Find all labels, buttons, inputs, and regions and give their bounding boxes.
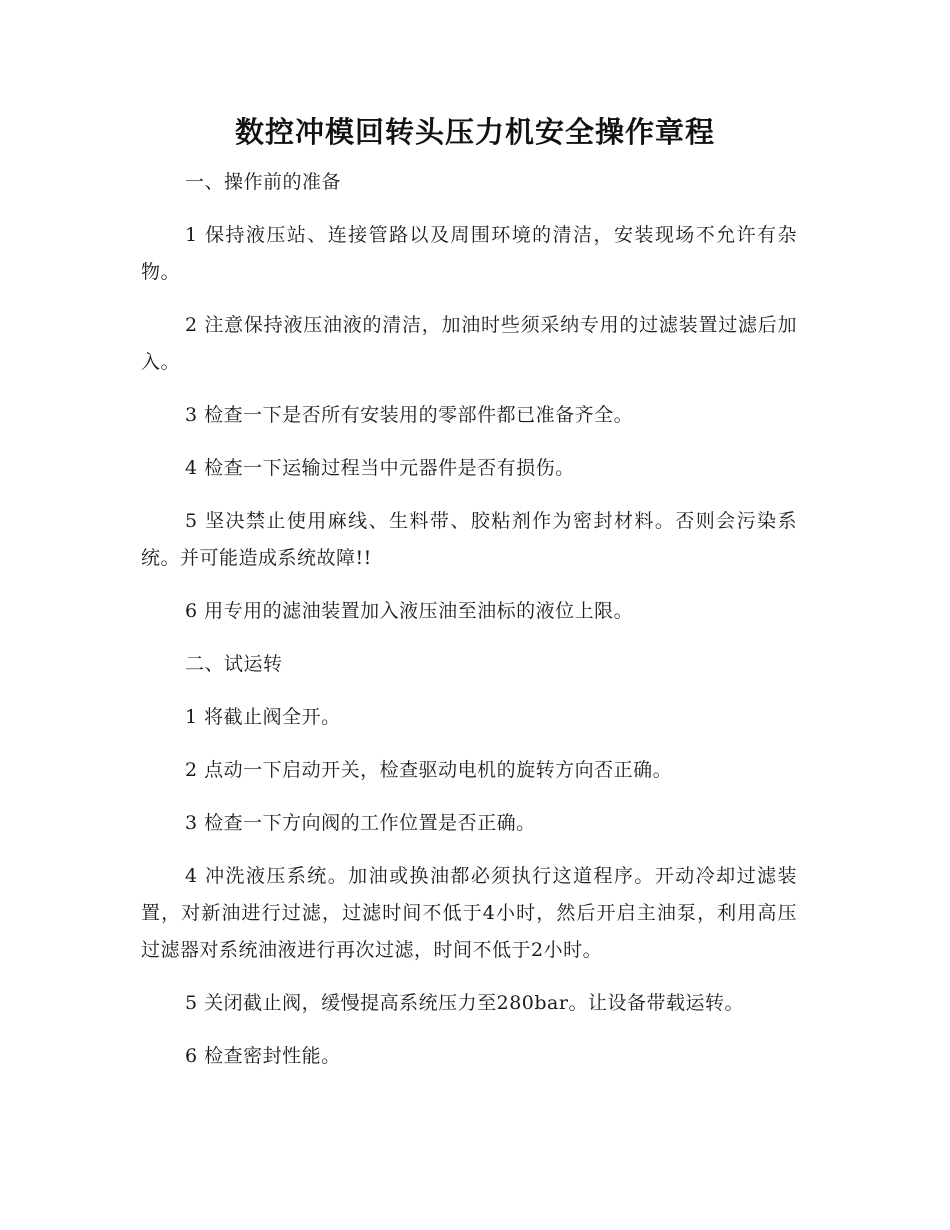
- document-body: [141, 164, 797, 1091]
- paragraph: 6 检查密封性能。: [185, 1045, 341, 1067]
- paragraph: 1 将截止阀全开。: [185, 706, 341, 728]
- section-heading-preparation: 一、操作前的准备: [185, 171, 342, 193]
- paragraph: 4 冲洗液压系统。加油或换油都必须执行这道程序。开动冷却过滤装置，对新油进行过滤，过滤时间不低于4小时，然后开启主油泵，利用高压过滤器对系统油液进行再次过滤，时间不低于2小时。: [141, 865, 797, 961]
- paragraph: 3 检查一下方向阀的工作位置是否正确。: [185, 812, 536, 834]
- paragraph: 1 保持液压站、连接管路以及周围环境的清洁，安装现场不允许有杂物。: [141, 224, 797, 283]
- paragraph: 2 注意保持液压油液的清洁，加油时些须采纳专用的过滤装置过滤后加入。: [141, 314, 797, 373]
- paragraph: 3 检查一下是否所有安装用的零部件都已准备齐全。: [185, 404, 634, 426]
- document-title: 数控冲模回转头压力机安全操作章程: [234, 115, 715, 149]
- paragraph: 2 点动一下启动开关，检查驱动电机的旋转方向否正确。: [185, 759, 673, 781]
- paragraph: 6 用专用的滤油装置加入液压油至油标的液位上限。: [185, 600, 634, 622]
- section-heading-trial-run: 二、试运转: [185, 653, 283, 675]
- paragraph: 5 关闭截止阀，缓慢提高系统压力至280bar。让设备带载运转。: [185, 992, 744, 1014]
- paragraph: 5 坚决禁止使用麻线、生料带、胶粘剂作为密封材料。否则会污染系统。并可能造成系统故障!!: [141, 510, 797, 569]
- paragraph: 4 检查一下运输过程当中元器件是否有损伤。: [185, 457, 575, 479]
